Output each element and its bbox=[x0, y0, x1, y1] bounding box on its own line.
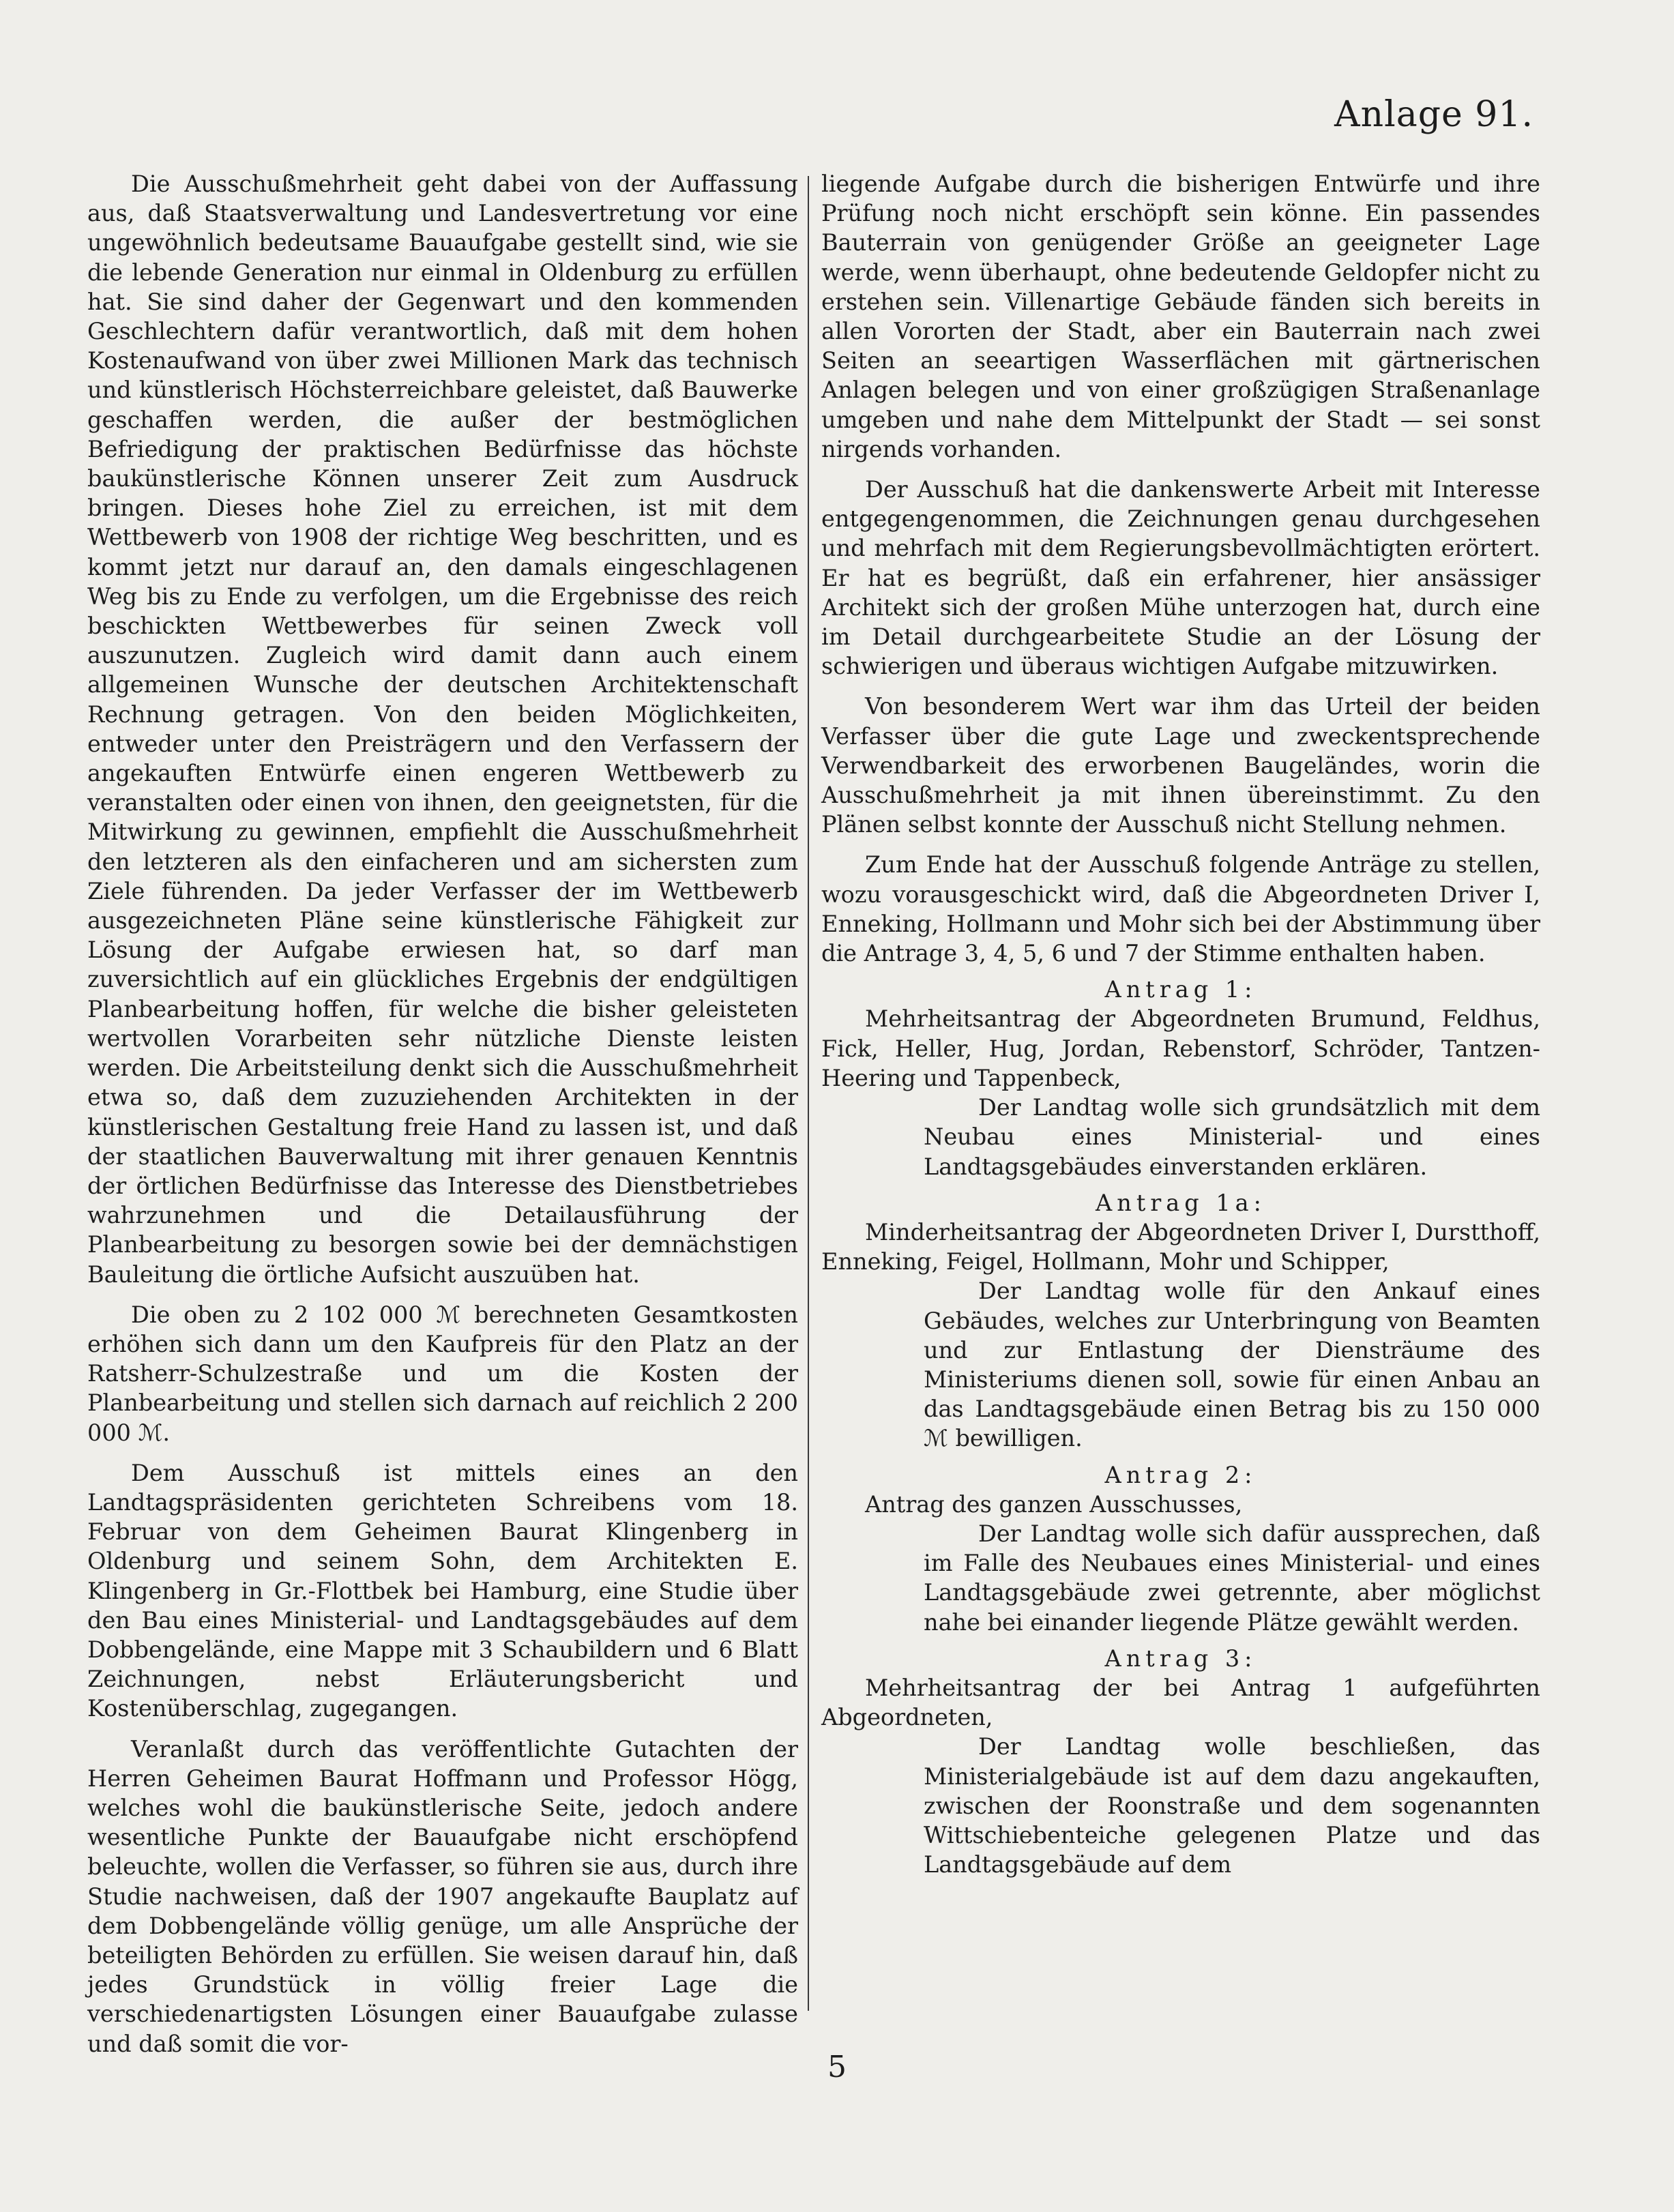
paragraph: liegende Aufgabe durch die bisherigen Entwürfe und ihre Prüfung noch nicht erschöpft sein könne. Ein passendes Bauterrain von genügender Größe an geeigneter Lage werde, wenn überhaupt, ohne bedeutende Geldopfer nicht zu erstehen sein. Villenartige Gebäude fänden sich bereits in allen Vororten der Stadt, aber ein Bauterrain nach zwei Seiten an seeartigen Wasserflächen mit gärtnerischen Anlagen belegen und von einer großzügigen Straßenanlage umgeben und nahe dem Mittelpunkt der Stadt — sei sonst nirgends vorhanden. bbox=[821, 171, 1540, 462]
paragraph: Der Ausschuß hat die dankenswerte Arbeit mit Interesse entgegengenommen, die Zeichnungen genau durchgesehen und mehrfach mit dem Regierungsbevollmächtigten erörtert. Er hat es begrüßt, daß ein erfahrener, hier ansässiger Architekt sich der großen Mühe unterzogen hat, durch eine im Detail durchgearbeitete Studie an der Lösung der schwierigen und überaus wichtigen Aufgabe mitzuwirken. bbox=[821, 476, 1540, 680]
motion-sponsors: Minderheitsantrag der Abgeordneten Driver I, Durstthoff, Enneking, Feigel, Hollmann, Mohr und Schipper, bbox=[821, 1218, 1540, 1275]
motion-heading: Antrag 3: bbox=[1104, 1645, 1257, 1672]
motion-sponsors: Mehrheitsantrag der bei Antrag 1 aufgeführten Abgeordneten, bbox=[821, 1674, 1540, 1731]
page-number: 5 bbox=[827, 2050, 847, 2084]
annex-label: Anlage 91. bbox=[1334, 94, 1533, 135]
paragraph: Dem Ausschuß ist mittels eines an den Landtagspräsidenten gerichteten Schreibens vom 18. Februar von dem Geheimen Baurat Klingenberg in Oldenburg und seinem Sohn, dem Architekten E. Klingenberg in Gr.-Flottbek bei Hamburg, eine Studie über den Bau eines Ministerial- und Landtagsgebäudes auf dem Dobbengelände, eine Mappe mit 3 Schaubildern und 6 Blatt Zeichnungen, nebst Erläuterungsbericht und Kostenüberschlag, zugegangen. bbox=[87, 1459, 798, 1722]
paragraph: Von besonderem Wert war ihm das Urteil der beiden Verfasser über die gute Lage und zweckentsprechende Verwendbarkeit des erworbenen Baugeländes, worin die Ausschußmehrheit ja mit ihnen übereinstimmt. Zu den Plänen selbst konnte der Ausschuß nicht Stellung nehmen. bbox=[821, 693, 1540, 838]
paragraph: Die Ausschußmehrheit geht dabei von der Auffassung aus, daß Staatsverwaltung und Landesvertretung vor eine ungewöhnlich bedeutsame Bauaufgabe gestellt sind, wie sie die lebende Generation nur einmal in Oldenburg zu erfüllen hat. Sie sind daher der Gegenwart und den kommenden Geschlechtern dafür verantwortlich, daß mit dem hohen Kostenaufwand von über zwei Millionen Mark das technisch und künstlerisch Höchsterreichbare geleistet, daß Bauwerke geschaffen werden, die außer der bestmöglichen Befriedigung der praktischen Bedürfnisse das höchste baukünstlerische Können unserer Zeit zum Ausdruck bringen. Dieses hohe Ziel zu erreichen, ist mit dem Wettbewerb von 1908 der richtige Weg beschritten, und es kommt jetzt nur darauf an, den damals eingeschlagenen Weg bis zu Ende zu verfolgen, um die Ergebnisse des reich beschickten Wettbewerbes für seinen Zweck voll auszunutzen. Zugleich wird damit dann auch einem allgemeinen Wunsche der deutschen Architektenschaft Rechnung getragen. Von den beiden Möglichkeiten, entweder unter den Preisträgern und den Verfassern der angekauften Entwürfe einen engeren Wettbewerb zu veranstalten oder einen von ihnen, den geeignetsten, für die Mitwirkung zu gewinnen, empfiehlt die Ausschußmehrheit den letzteren als den einfacheren und am sichersten zum Ziele führenden. Da jeder Verfasser der im Wettbewerb ausgezeichneten Pläne seine künstlerische Fähigkeit zur Lösung der Aufgabe erwiesen hat, so darf man zuversichtlich auf ein glückliches Ergebnis der endgültigen Planbearbeitung hoffen, für welche die bisher geleisteten wertvollen Vorarbeiten sehr nützliche Dienste leisten werden. Die Arbeitsteilung denkt sich die Ausschußmehrheit etwa so, daß dem zuzuziehenden Architekten in der künstlerischen Gestaltung freie Hand zu lassen ist, und daß der staatlichen Bauverwaltung mit ihrer genauen Kenntnis der örtlichen Bedürfnisse das Interesse des Dienstbetriebes wahrzunehmen und die Detailausführung der Planbearbeitung zu besorgen sowie bei der demnächstigen Bauleitung die örtliche Aufsicht auszuüben hat. bbox=[87, 171, 798, 1288]
motion-text: Der Landtag wolle sich dafür aussprechen, daß im Falle des Neubaues eines Ministerial- und eines Landtagsgebäude zwei getrennte, aber möglichst nahe bei einander liegende Plätze gewählt werden. bbox=[924, 1520, 1540, 1636]
left-column bbox=[87, 169, 798, 2059]
right-column bbox=[821, 169, 1540, 1879]
motion-heading: Antrag 1: bbox=[1104, 976, 1257, 1003]
column-divider bbox=[808, 176, 809, 2011]
motion-sponsors: Antrag des ganzen Ausschusses, bbox=[865, 1490, 1243, 1518]
motion-sponsors: Mehrheitsantrag der Abgeordneten Brumund, Feldhus, Fick, Heller, Hug, Jordan, Rebenstorf, Schröder, Tantzen-Heering und Tappenbeck, bbox=[821, 1005, 1540, 1091]
motion-heading: Antrag 2: bbox=[1104, 1461, 1257, 1488]
paragraph: Zum Ende hat der Ausschuß folgende Anträge zu stellen, wozu vorausgeschickt wird, daß die Abgeordneten Driver I, Enneking, Hollmann und Mohr sich bei der Abstimmung über die Antrage 3, 4, 5, 6 und 7 der Stimme enthalten haben. bbox=[821, 851, 1540, 967]
motion-heading: Antrag 1a: bbox=[1096, 1189, 1266, 1216]
motion-text: Der Landtag wolle für den Ankauf eines Gebäudes, welches zur Unterbringung von Beamten und zur Entlastung der Diensträume des Ministeriums dienen soll, sowie für einen Anbau an das Landtagsgebäude einen Betrag bis zu 150 000 ℳ bewilligen. bbox=[924, 1278, 1540, 1452]
paragraph: Veranlaßt durch das veröffentlichte Gutachten der Herren Geheimen Baurat Hoffmann und Professor Högg, welches wohl die baukünstlerische Seite, jedoch andere wesentliche Punkte der Bauaufgabe nicht erschöpfend beleuchte, wollen die Verfasser, so führen sie aus, durch ihre Studie nachweisen, daß der 1907 angekaufte Bauplatz auf dem Dobbengelände völlig genüge, um alle Ansprüche der beteiligten Behörden zu erfüllen. Sie weisen darauf hin, daß jedes Grundstück in völlig freier Lage die verschiedenartigsten Lösungen einer Bauaufgabe zulasse und daß somit die vor- bbox=[87, 1735, 798, 2057]
motion-text: Der Landtag wolle sich grundsätzlich mit dem Neubau eines Ministerial- und eines Landtagsgebäudes einverstanden erklären. bbox=[924, 1094, 1540, 1180]
motion-text: Der Landtag wolle beschließen, das Ministerialgebäude ist auf dem dazu angekauften, zwischen der Roonstraße und dem sogenannten Wittschiebenteiche gelegenen Platze und das Landtagsgebäude auf dem bbox=[924, 1733, 1540, 1878]
paragraph: Die oben zu 2 102 000 ℳ berechneten Gesamtkosten erhöhen sich dann um den Kaufpreis für den Platz an der Ratsherr-Schulzestraße und um die Kosten der Planbearbeitung und stellen sich darnach auf reichlich 2 200 000 ℳ. bbox=[87, 1301, 798, 1446]
